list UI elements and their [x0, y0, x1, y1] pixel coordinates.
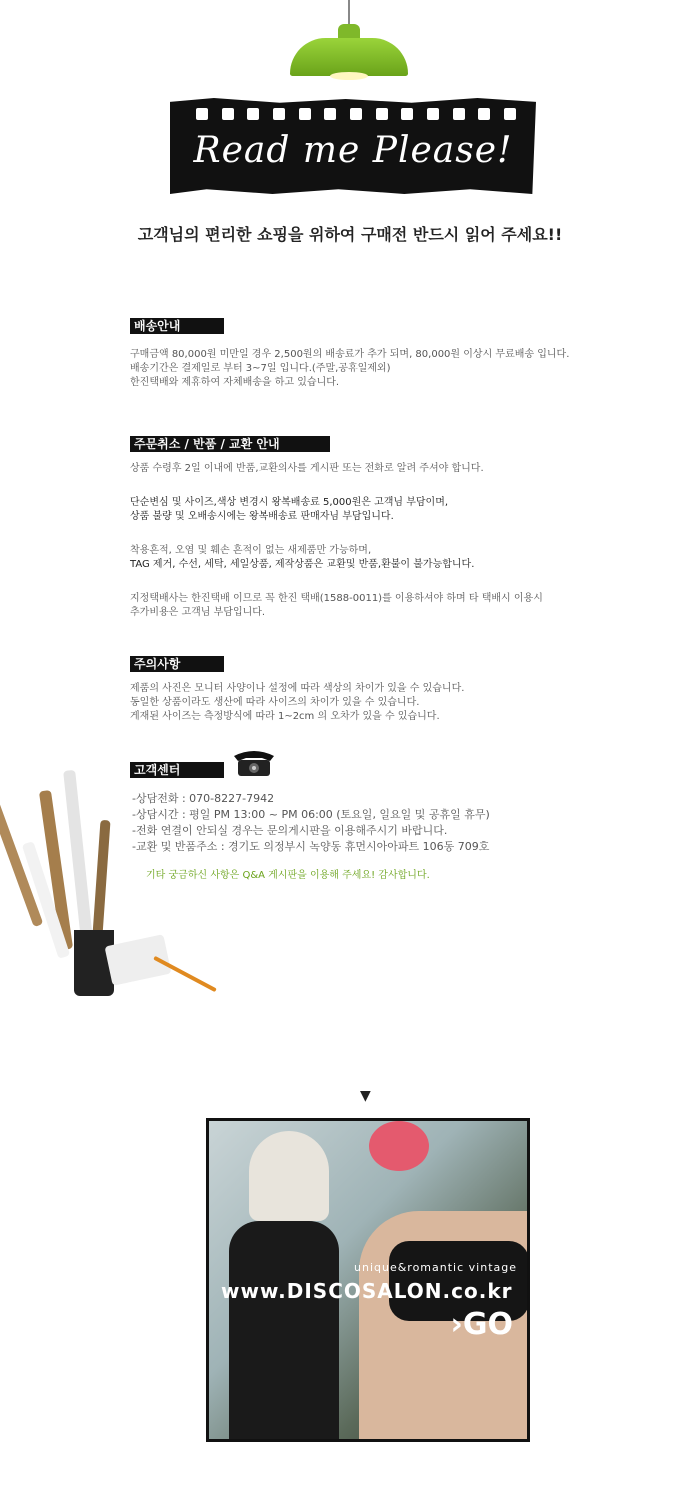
- service-phone: -상담전화 : 070-8227-7942: [132, 792, 275, 805]
- service-hours: -상담시간 : 평일 PM 13:00 ~ PM 06:00 (토요일, 일요일 및 공휴일 휴무): [132, 808, 490, 821]
- promo-url-link[interactable]: www.DISCOSALON.co.kr: [221, 1279, 513, 1303]
- shipping-line-2: 배송기간은 결제일로 부터 3~7일 입니다.(주말,공휴일제외): [130, 363, 391, 374]
- down-arrow-icon: ▼: [360, 1088, 371, 1104]
- returns-p1: 상품 수령후 2일 이내에 반품,교환의사를 게시판 또는 전화로 알려 주셔야 합니다.: [130, 463, 484, 474]
- returns-p4b: 추가비용은 고객님 부담입니다.: [130, 607, 266, 618]
- lamp-cord: [348, 0, 350, 26]
- returns-p3a: 착용흔적, 오염 및 훼손 흔적이 없는 새제품만 가능하며,: [130, 545, 372, 556]
- returns-heading: 주문취소 / 반품 / 교환 안내: [130, 436, 330, 452]
- returns-p2b: 상품 불량 및 오배송시에는 왕복배송료 판매자님 부담입니다.: [130, 511, 394, 522]
- notes-line-3: 게재된 사이즈는 측정방식에 따라 1~2cm 의 오차가 있을 수 있습니다.: [130, 711, 440, 722]
- film-holes: [196, 108, 516, 122]
- notes-heading: 주의사항: [130, 656, 224, 672]
- returns-p4a: 지정택배사는 한진택배 이므로 꼭 한진 택배(1588-0011)를 이용하셔야 하며 타 택배시 이용시: [130, 593, 543, 604]
- telephone-icon: [232, 748, 276, 778]
- returns-p3b: TAG 제거, 수선, 세탁, 세일상품, 제작상품은 교환및 반품,환불이 불가능합니다.: [130, 559, 475, 570]
- promo-tagline: unique&romantic vintage: [354, 1261, 517, 1274]
- rose-icon: [369, 1121, 429, 1171]
- service-footer: 기타 궁금하신 사항은 Q&A 게시판을 이용해 주세요! 감사합니다.: [146, 870, 430, 881]
- model-left: [229, 1221, 339, 1441]
- intro-text: 고객님의 편리한 쇼핑을 위하여 구매전 반드시 읽어 주세요!!: [137, 225, 563, 244]
- promo-go-button[interactable]: ›GO: [450, 1307, 513, 1342]
- shipping-heading: 배송안내: [130, 318, 224, 334]
- paper-tubes-illustration: [0, 760, 220, 1000]
- banner-title: Read me Please!: [193, 130, 513, 171]
- service-address: -교환 및 반품주소 : 경기도 의정부시 녹양동 휴먼시아아파트 106동 709호: [132, 840, 490, 853]
- model-headscarf: [249, 1131, 329, 1221]
- notes-line-1: 제품의 사진은 모니터 사양이나 설정에 따라 색상의 차이가 있을 수 있습니다.: [130, 683, 465, 694]
- returns-p2a: 단순변심 및 사이즈,색상 변경시 왕복배송료 5,000원은 고객님 부담이며,: [130, 497, 449, 508]
- service-heading: 고객센터: [130, 762, 224, 778]
- service-busy: -전화 연결이 안되실 경우는 문의게시판을 이용해주시기 바랍니다.: [132, 824, 448, 837]
- lamp-light: [330, 72, 368, 80]
- promo-banner[interactable]: [206, 1118, 530, 1442]
- notes-line-2: 동일한 상품이라도 생산에 따라 사이즈의 차이가 있을 수 있습니다.: [130, 697, 420, 708]
- lamp-icon: [290, 38, 408, 76]
- shipping-line-1: 구매금액 80,000원 미만일 경우 2,500원의 배송료가 추가 되며, 80,000원 이상시 무료배송 입니다.: [130, 349, 570, 360]
- shipping-line-3: 한진택배와 제휴하여 자체배송을 하고 있습니다.: [130, 377, 340, 388]
